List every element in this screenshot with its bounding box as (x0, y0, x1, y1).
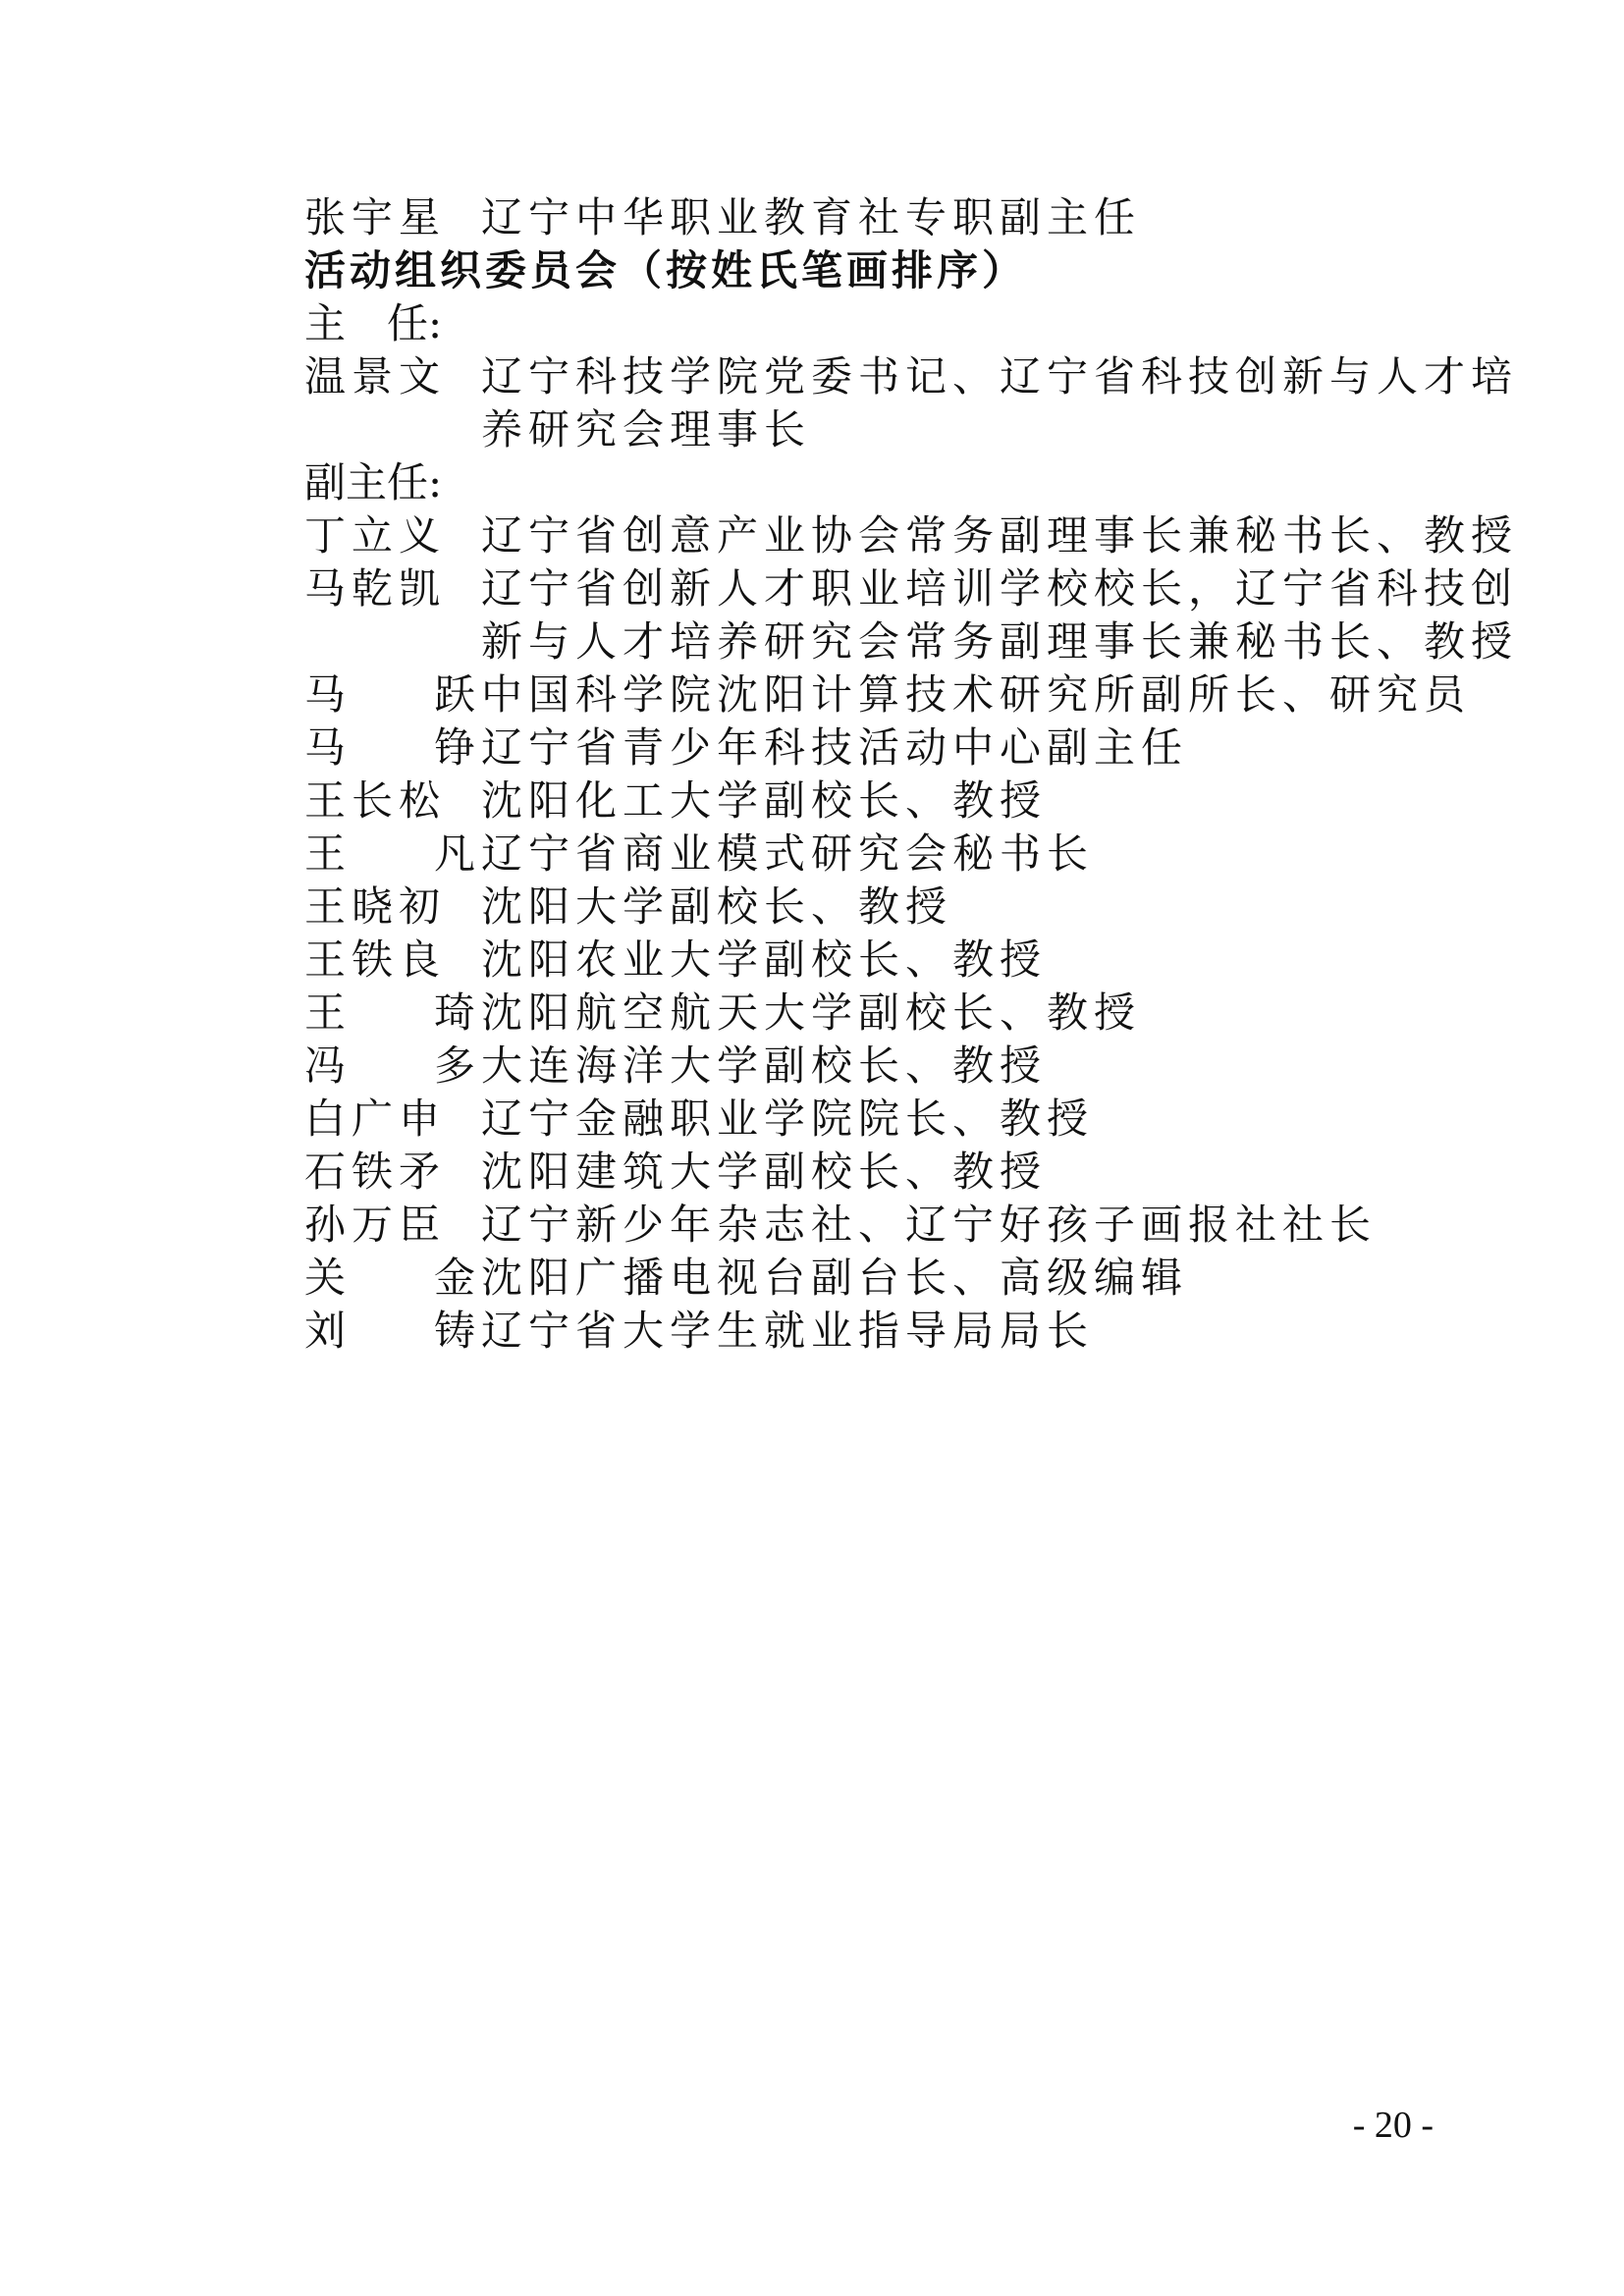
member-name: 王铁良 (304, 935, 447, 984)
member-title: 辽宁省商业模式研究会秘书长 (481, 829, 1095, 878)
member-title: 沈阳化工大学副校长、教授 (481, 776, 1048, 825)
member-title: 沈阳建筑大学副校长、教授 (481, 1148, 1048, 1196)
member-title-continued: 新与人才培养研究会常务副理事长兼秘书长、教授 (481, 617, 1519, 666)
member-name: 温景文 (304, 352, 447, 400)
member-title: 辽宁省大学生就业指导局局长 (481, 1307, 1095, 1355)
member-name: 张宇星 (304, 193, 447, 241)
director-label: 主 任: (304, 299, 443, 347)
member-row (304, 338, 1519, 416)
member-name: 王晓初 (304, 882, 447, 931)
member-title: 沈阳航空航天大学副校长、教授 (481, 988, 1142, 1037)
member-title: 辽宁省创新人才职业培训学校校长，辽宁省科技创 (481, 564, 1519, 613)
page-number: - 20 - (1352, 2105, 1434, 2146)
member-name: 马 铮 (304, 723, 481, 772)
deputy-label: 副主任: (304, 458, 443, 507)
member-name: 石铁矛 (304, 1148, 447, 1196)
member-name: 孙万臣 (304, 1201, 447, 1249)
member-title: 辽宁新少年杂志社、辽宁好孩子画报社社长 (481, 1201, 1378, 1249)
committee-heading: 活动组织委员会（按姓氏笔画排序） (304, 246, 1028, 294)
member-name: 王长松 (304, 776, 447, 825)
member-name: 刘 铸 (304, 1307, 481, 1355)
member-title: 辽宁省青少年科技活动中心副主任 (481, 723, 1189, 772)
member-title-continued: 养研究会理事长 (481, 405, 812, 454)
member-name: 王 凡 (304, 829, 481, 878)
member-name: 关 金 (304, 1254, 481, 1302)
member-title: 大连海洋大学副校长、教授 (481, 1041, 1048, 1090)
member-name: 马乾凯 (304, 564, 447, 613)
member-title: 沈阳广播电视台副台长、高级编辑 (481, 1254, 1189, 1302)
member-name: 白广申 (304, 1095, 447, 1143)
member-title: 沈阳大学副校长、教授 (481, 882, 953, 931)
member-name: 丁立义 (304, 511, 447, 560)
member-title: 辽宁中华职业教育社专职副主任 (481, 193, 1142, 241)
member-title: 沈阳农业大学副校长、教授 (481, 935, 1048, 984)
member-row (304, 1292, 1434, 1370)
member-title: 辽宁省创意产业协会常务副理事长兼秘书长、教授 (481, 511, 1519, 560)
member-name: 马 跃 (304, 670, 481, 719)
member-name: 王 琦 (304, 988, 481, 1037)
member-title: 辽宁金融职业学院院长、教授 (481, 1095, 1095, 1143)
member-title: 中国科学院沈阳计算技术研究所副所长、研究员 (481, 670, 1472, 719)
member-name: 冯 多 (304, 1041, 481, 1090)
member-title: 辽宁科技学院党委书记、辽宁省科技创新与人才培 (481, 352, 1519, 400)
